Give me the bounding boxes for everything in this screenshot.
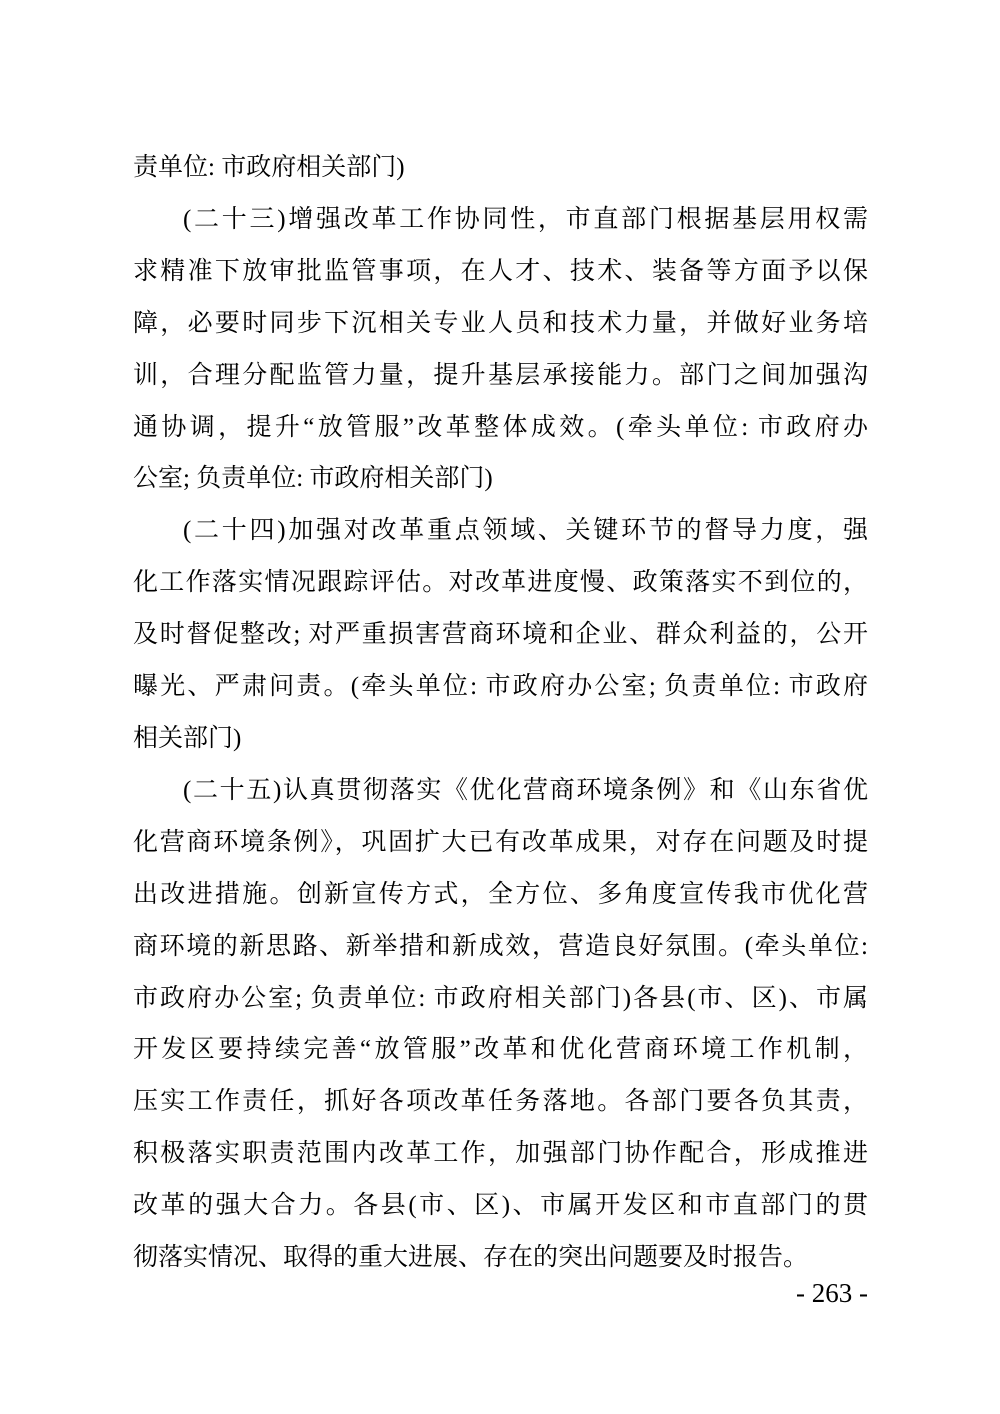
text-line: 积极落实职责范围内改革工作，加强部门协作配合，形成推进 (133, 1140, 868, 1168)
text-line: 相关部门) (133, 724, 242, 752)
text-line: (二十三)增强改革工作协同性，市直部门根据基层用权需 (183, 205, 868, 233)
text-line: 障，必要时同步下沉相关专业人员和技术力量，并做好业务培 (133, 309, 868, 337)
text-line: 化营商环境条例》，巩固扩大已有改革成果，对存在问题及时提 (133, 828, 868, 856)
text-line: 化工作落实情况跟踪评估。对改革进度慢、政策落实不到位的， (133, 569, 868, 597)
text-line: 公室; 负责单位: 市政府相关部门) (133, 465, 493, 493)
text-line: 市政府办公室; 负责单位: 市政府相关部门)各县(市、区)、市属 (133, 984, 868, 1012)
text-line: 压实工作责任，抓好各项改革任务落地。各部门要各负其责， (133, 1088, 868, 1116)
text-line: (二十四)加强对改革重点领域、关键环节的督导力度，强 (183, 517, 868, 545)
text-line: 训，合理分配监管力量，提升基层承接能力。部门之间加强沟 (133, 361, 868, 389)
text-line: 改革的强大合力。各县(市、区)、市属开发区和市直部门的贯 (133, 1192, 868, 1220)
text-line: 责单位: 市政府相关部门) (133, 154, 405, 181)
text-line: 商环境的新思路、新举措和新成效，营造良好氛围。(牵头单位: (133, 932, 868, 960)
text-line: 出改进措施。创新宣传方式，全方位、多角度宣传我市优化营 (133, 880, 868, 908)
text-line: 开发区要持续完善“放管服”改革和优化营商环境工作机制， (133, 1036, 868, 1064)
text-line: 求精准下放审批监管事项，在人才、技术、装备等方面予以保 (133, 257, 868, 285)
text-line: 及时督促整改; 对严重损害营商环境和企业、群众利益的，公开 (133, 621, 868, 649)
page-number: - 263 - (796, 1278, 868, 1308)
text-line: 彻落实情况、取得的重大进展、存在的突出问题要及时报告。 (133, 1244, 809, 1272)
text-line: (二十五)认真贯彻落实《优化营商环境条例》和《山东省优 (183, 776, 868, 804)
document-body (133, 142, 868, 1284)
text-line: 通协调，提升“放管服”改革整体成效。(牵头单位: 市政府办 (133, 413, 868, 441)
text-line: 曝光、严肃问责。(牵头单位: 市政府办公室; 负责单位: 市政府 (133, 673, 868, 701)
